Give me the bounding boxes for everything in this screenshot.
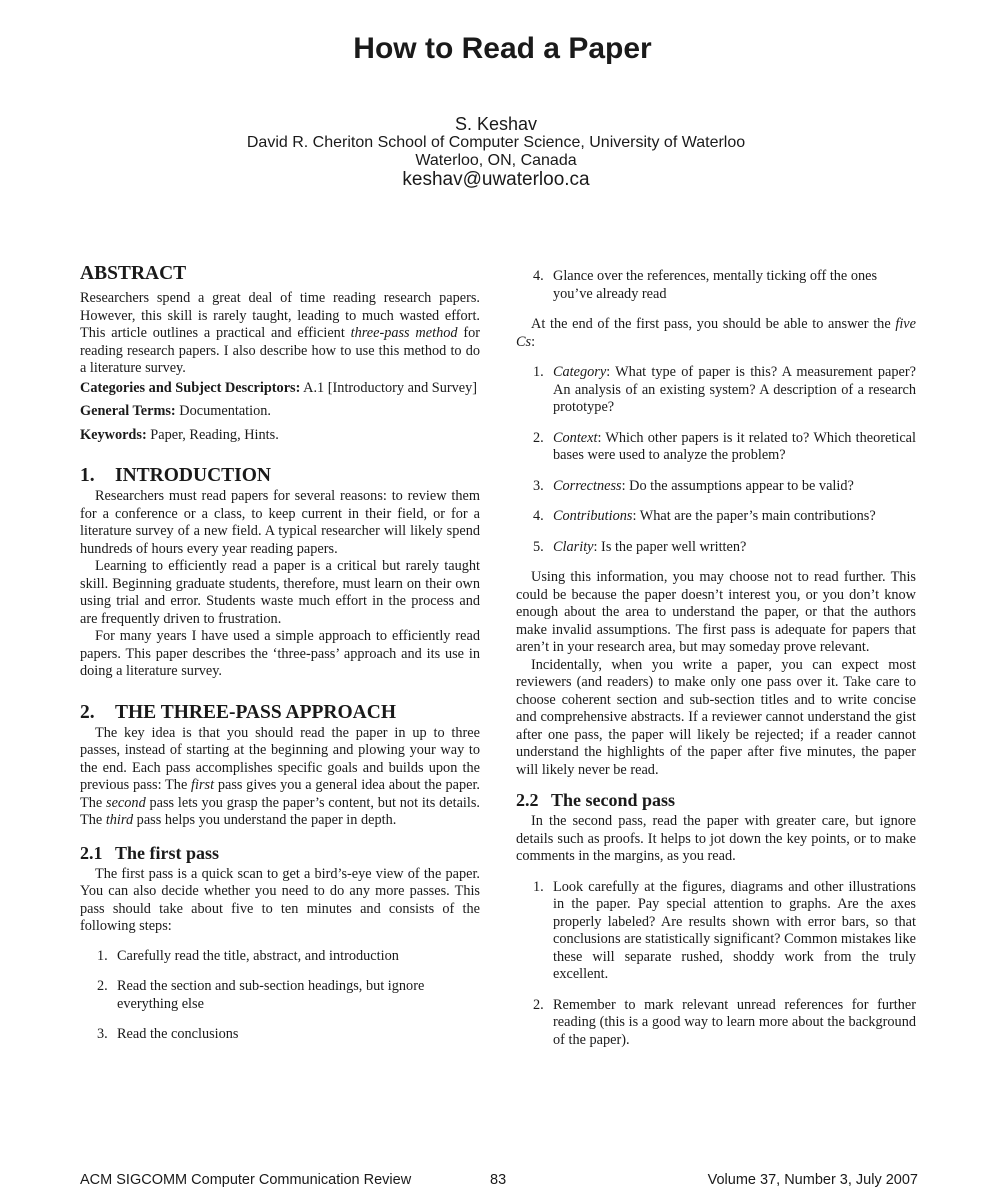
step-text: Look carefully at the figures, diagrams and other illustrations in the paper. Pay special attention to graphs. Are the axes properly labeled? Are results shown with error bars, so that conclusions are statistically significant? Common mistakes like these will separate rushed, shoddy work from the truly excellent.	[553, 878, 916, 982]
second-pass-title: The second pass	[551, 790, 676, 810]
general-terms-line	[80, 403, 480, 421]
categories-value: A.1 [Introductory and Survey]	[300, 379, 478, 396]
intro-num: 1.	[80, 465, 95, 486]
first-pass-steps-cont	[516, 268, 916, 303]
intro-paragraph-1: Researchers must read papers for several reasons: to review them for a conference or a class, to keep current in their field, or for a literature survey of a new field. A typical researcher will likely spend hundreds of hours every year reading papers.	[80, 488, 480, 557]
list-item	[516, 430, 916, 465]
abstract-text-a: Researchers spend a great deal of time reading research papers. However, this skill is rarely taught, leading to much wasted effort. This article outlines a practical and efficient	[80, 290, 480, 341]
incidentally-paragraph: Incidentally, when you write a paper, you can expect most reviewers (and readers) to make only one pass over it. Take care to choose coherent section and sub-section titles and to write concise and comprehensive abstracts. If a reviewer cannot understand the gist after one pass, the paper will likely be rejected; if a reader cannot understand the highlights of the paper after five minutes, the paper will likely never be read.	[516, 656, 916, 778]
step-text: Glance over the references, mentally ticking off the ones you’ve already read	[553, 268, 878, 302]
abstract-text	[80, 290, 480, 378]
first-pass-num: 2.1	[80, 842, 103, 863]
intro-heading	[80, 464, 480, 488]
categories-line	[80, 380, 480, 398]
c-number: 4.	[533, 508, 544, 524]
list-item	[516, 997, 916, 1050]
three-pass-e2: second	[106, 794, 146, 811]
first-pass-intro: The first pass is a quick scan to get a bird’s-eye view of the paper. You can also decide whether you need to do any more passes. This pass should take about five to ten minutes and consists of the following steps:	[80, 865, 480, 934]
step-number: 2.	[533, 996, 544, 1013]
three-pass-paragraph	[80, 725, 480, 830]
step-number: 1.	[533, 878, 544, 895]
step-number: 4.	[533, 268, 544, 284]
list-item	[516, 508, 916, 526]
c-number: 1.	[533, 364, 544, 380]
list-item	[80, 1026, 480, 1044]
author-block	[0, 114, 992, 190]
step-text: Remember to mark relevant unread references for further reading (this is a good way to learn more about the background of the paper).	[553, 996, 916, 1048]
first-pass-title: The first pass	[115, 842, 220, 863]
first-pass-steps	[80, 948, 480, 1044]
three-pass-heading	[80, 701, 480, 725]
list-item	[80, 978, 480, 1013]
step-number: 2.	[97, 978, 108, 994]
list-item	[80, 948, 480, 966]
five-cs-colon: :	[531, 333, 536, 350]
abstract-text-b: for reading research papers. I also describe how to use this method to do a literature survey.	[80, 325, 480, 376]
footer-page-number: 83	[490, 1172, 507, 1188]
author-email: keshav@uwaterloo.ca	[402, 169, 590, 190]
step-text: Read the conclusions	[117, 1026, 239, 1042]
list-item	[516, 539, 916, 557]
abstract-text-em: three-pass method	[350, 325, 458, 341]
footer-volume: Volume 37, Number 3, July 2007	[707, 1172, 918, 1188]
right-column	[516, 262, 916, 1049]
paper-title: How to Read a Paper	[353, 32, 652, 65]
c-term: Context	[553, 429, 598, 446]
c-text: : What are the paper’s main contributions?	[632, 508, 876, 524]
three-pass-t2: pass gives you a general idea about the paper. The	[80, 777, 480, 811]
c-text: : Which other papers is it related to? Which theoretical bases were used to analyze the problem?	[553, 429, 916, 463]
list-item	[516, 364, 916, 417]
list-item	[516, 478, 916, 496]
categories-label: Categories and Subject Descriptors:	[80, 379, 301, 396]
c-text: : What type of paper is this? A measurement paper? An analysis of an existing system? A description of a research prototype?	[553, 364, 916, 415]
second-pass-steps	[516, 879, 916, 1050]
using-info-paragraph: Using this information, you may choose not to read further. This could be because the paper doesn’t interest you, or you don’t know enough about the area to understand the paper, or that the authors make invalid assumptions. The first pass is adequate for papers that aren’t in your research area, but may someday prove relevant.	[516, 569, 916, 655]
keywords-value: Paper, Reading, Hints.	[146, 426, 279, 443]
step-number: 1.	[97, 947, 108, 964]
keywords-label: Keywords:	[80, 426, 147, 443]
keywords-line	[80, 427, 480, 445]
c-term: Correctness	[553, 477, 622, 494]
step-number: 3.	[97, 1026, 108, 1042]
three-pass-t1: The key idea is that you should read the paper in up to three passes, instead of starting at the beginning and plowing your way to the end. Each pass accomplishes specific goals and builds upon the previous pass: The	[80, 724, 480, 793]
general-terms-label: General Terms:	[80, 403, 176, 419]
second-pass-num: 2.2	[516, 790, 539, 810]
abstract-heading: ABSTRACT	[80, 263, 187, 284]
second-pass-heading	[516, 789, 916, 811]
three-pass-num: 2.	[80, 701, 95, 723]
intro-paragraph-2: Learning to efficiently read a paper is a critical but rarely taught skill. Beginning graduate students, therefore, must learn on their own using trial and error. Students waste much effort in the process and are frequently driven to frustration.	[80, 558, 480, 627]
three-pass-e1: first	[191, 777, 215, 793]
step-text: Read the section and sub-section headings, but ignore everything else	[117, 978, 425, 1012]
three-pass-title: THE THREE-PASS APPROACH	[115, 701, 396, 723]
intro-title: INTRODUCTION	[115, 465, 272, 486]
three-pass-e3: third	[105, 812, 134, 828]
general-terms-value: Documentation.	[175, 403, 271, 419]
intro-paragraph-3: For many years I have used a simple approach to efficiently read papers. This paper describes the ‘three-pass’ approach and its use in doing a literature survey.	[80, 628, 480, 679]
list-item	[516, 268, 916, 303]
c-number: 3.	[533, 477, 544, 494]
footer-journal: ACM SIGCOMM Computer Communication Review	[80, 1172, 412, 1188]
three-pass-t4: pass helps you understand the paper in depth.	[133, 812, 397, 828]
c-term: Category	[553, 364, 607, 380]
c-term: Contributions	[553, 508, 633, 524]
five-cs-intro	[516, 316, 916, 351]
left-column	[80, 262, 480, 1044]
first-pass-heading	[80, 842, 480, 864]
five-cs-term: five Cs	[516, 316, 916, 350]
author-affiliation: David R. Cheriton School of Computer Science, University of Waterloo	[246, 134, 746, 151]
step-text: Carefully read the title, abstract, and introduction	[117, 947, 399, 964]
five-cs-intro-text: At the end of the first pass, you should be able to answer the	[531, 316, 896, 332]
list-item	[516, 879, 916, 984]
c-text: : Do the assumptions appear to be valid?	[621, 477, 854, 494]
five-cs-list	[516, 364, 916, 556]
second-pass-intro: In the second pass, read the paper with greater care, but ignore details such as proofs. It helps to jot down the key points, or to make comments in the margins, as you read.	[516, 813, 916, 864]
c-number: 5.	[533, 538, 544, 555]
c-number: 2.	[533, 429, 544, 446]
c-term: Clarity	[553, 538, 594, 555]
author-name: S. Keshav	[454, 114, 538, 134]
c-text: : Is the paper well written?	[593, 538, 747, 555]
author-location: Waterloo, ON, Canada	[415, 152, 577, 169]
three-pass-t3: pass lets you grasp the paper’s content, but not its details. The	[80, 794, 480, 828]
